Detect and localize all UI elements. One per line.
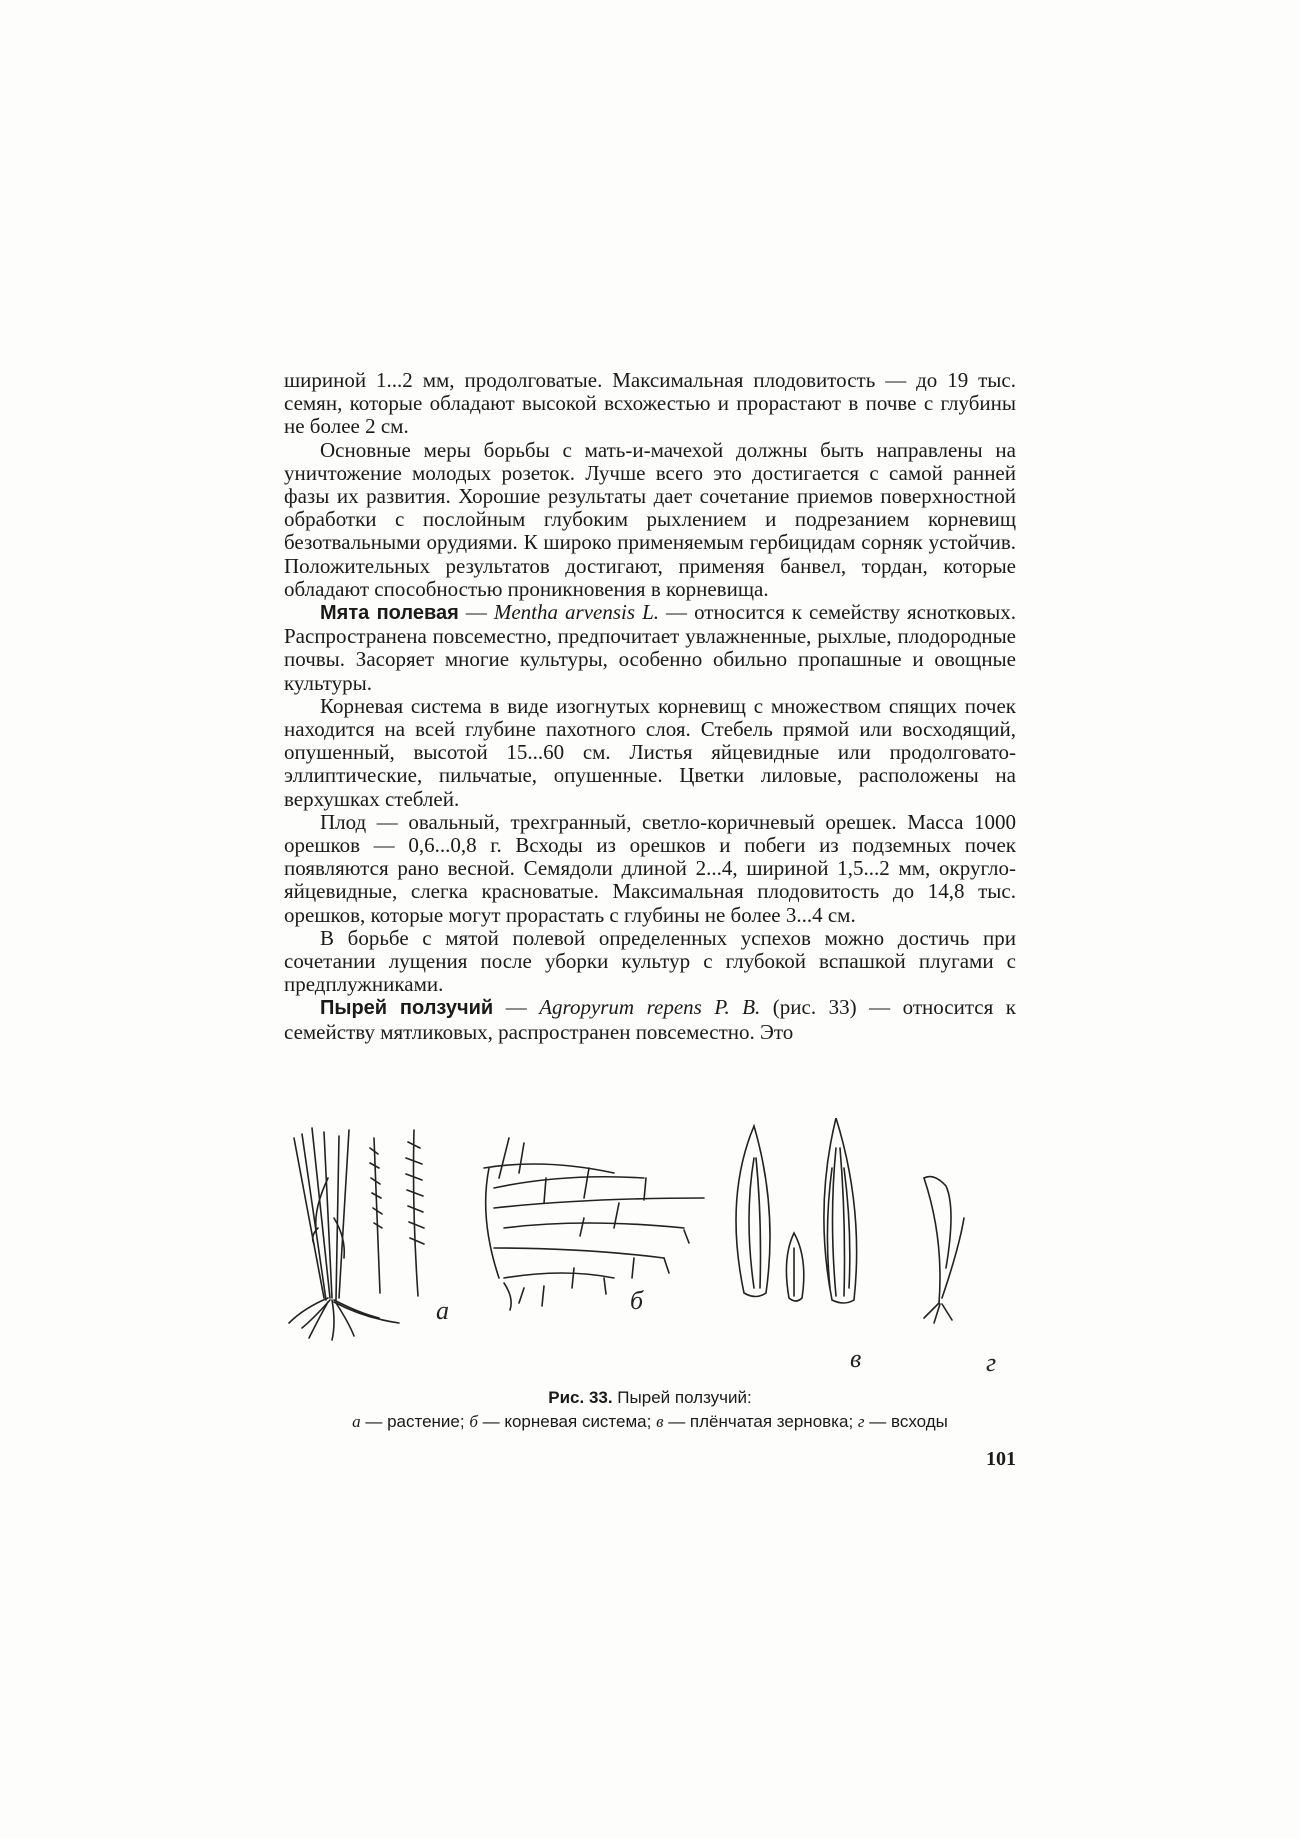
- dash: —: [458, 600, 494, 625]
- legend-text: — всходы: [864, 1412, 948, 1431]
- figure-letter-g: г: [986, 1348, 997, 1377]
- legend-text: — корневая система;: [477, 1412, 657, 1431]
- legend-key: а: [352, 1412, 361, 1431]
- rhizome-drawing: [484, 1138, 704, 1310]
- figure-letter-a: а: [436, 1296, 449, 1325]
- legend-key: в: [656, 1412, 664, 1431]
- paragraph: В борьбе с мятой полевой определенных успехов можно достичь при сочетании лущения после уборки культур с глубокой вспашкой плугами с предплужниками.: [284, 925, 1016, 997]
- caryopsis-drawing: [736, 1118, 857, 1303]
- species-name: Мята полевая: [320, 602, 459, 625]
- paragraph: [284, 996, 1016, 1043]
- legend-key: г: [857, 1412, 865, 1431]
- legend-text: — растение;: [360, 1412, 470, 1431]
- plant-illustration: [284, 1118, 1016, 1400]
- paragraph-text: (рис. 33) — относится к семейству мятликовых, распространен повсеместно. Это: [284, 995, 1016, 1044]
- figure-caption-text: Пырей ползучий:: [612, 1388, 752, 1407]
- plant-drawing: [289, 1128, 424, 1340]
- paragraph: шириной 1...2 мм, продолговатые. Максимальная плодовитость — до 19 тыс. семян, которые обладают высокой всхожестью и прорастают в почве с глубины не более 2 см.: [284, 368, 1016, 439]
- paragraph-text: — относится к семейству яснотковых. Распространена повсеместно, предпочитает увлажненные, рыхлые, плодородные почвы. Засоряет многие культуры, особенно обильно пропашные и овощные культуры.: [284, 600, 1017, 695]
- body-text: [284, 369, 1016, 1044]
- seedling-drawing: [924, 1177, 964, 1323]
- species-name: Пырей ползучий: [320, 997, 494, 1020]
- figure-caption-title: [284, 1388, 1016, 1408]
- paragraph: Плод — овальный, трехгранный, светло-коричневый орешек. Масса 1000 орешков — 0,6...0,8 г. Всходы из орешков и побеги из подземных почек появляются рано весной. Семядоли длиной 2...4, шириной 1,5...2 мм, округло-яйцевидные, слегка красноватые. Максимальная плодовитость до 14,8 тыс. орешков, которые могут прорастать с глубины не более 3...4 см.: [284, 809, 1016, 927]
- legend-key: б: [469, 1412, 478, 1431]
- latin-name: Mentha arvensis L.: [493, 600, 660, 625]
- paragraph: Основные меры борьбы с мать-и-мачехой должны быть направлены на уничтожение молодых розеток. Лучше всего это достигается с самой ранней фазы их развития. Хорошие результаты дает сочетание приемов поверхностной обработки с послойным глубоким рыхлением и подрезанием корневищ безотвальными орудиями. К широко применяемым гербицидам сорняк устойчив. Положительных результатов достигают, применяя банвел, тордан, которые обладают способностью проникновения в корневища.: [284, 437, 1016, 601]
- figure-caption-label: Рис. 33.: [548, 1388, 613, 1407]
- dash: —: [493, 995, 540, 1020]
- legend-text: — плёнчатая зерновка;: [663, 1412, 858, 1431]
- paragraph: Корневая система в виде изогнутых корневищ с множеством спящих почек находится на всей глубине пахотного слоя. Стебель прямой или восходящий, опушенный, высотой 15...60 см. Листья яйцевидные или продолговато-эллиптические, пильчатые, опушенные. Цветки лиловые, расположены на верхушках стеблей.: [284, 693, 1016, 811]
- page-number: 101: [986, 1448, 1016, 1470]
- paragraph: [284, 601, 1016, 695]
- figure-33: [284, 1118, 1016, 1400]
- figure-letter-b: б: [630, 1286, 644, 1315]
- figure-caption-legend: [284, 1412, 1016, 1432]
- figure-letter-v: в: [850, 1344, 862, 1373]
- latin-name: Agropyrum repens P. B.: [539, 995, 761, 1020]
